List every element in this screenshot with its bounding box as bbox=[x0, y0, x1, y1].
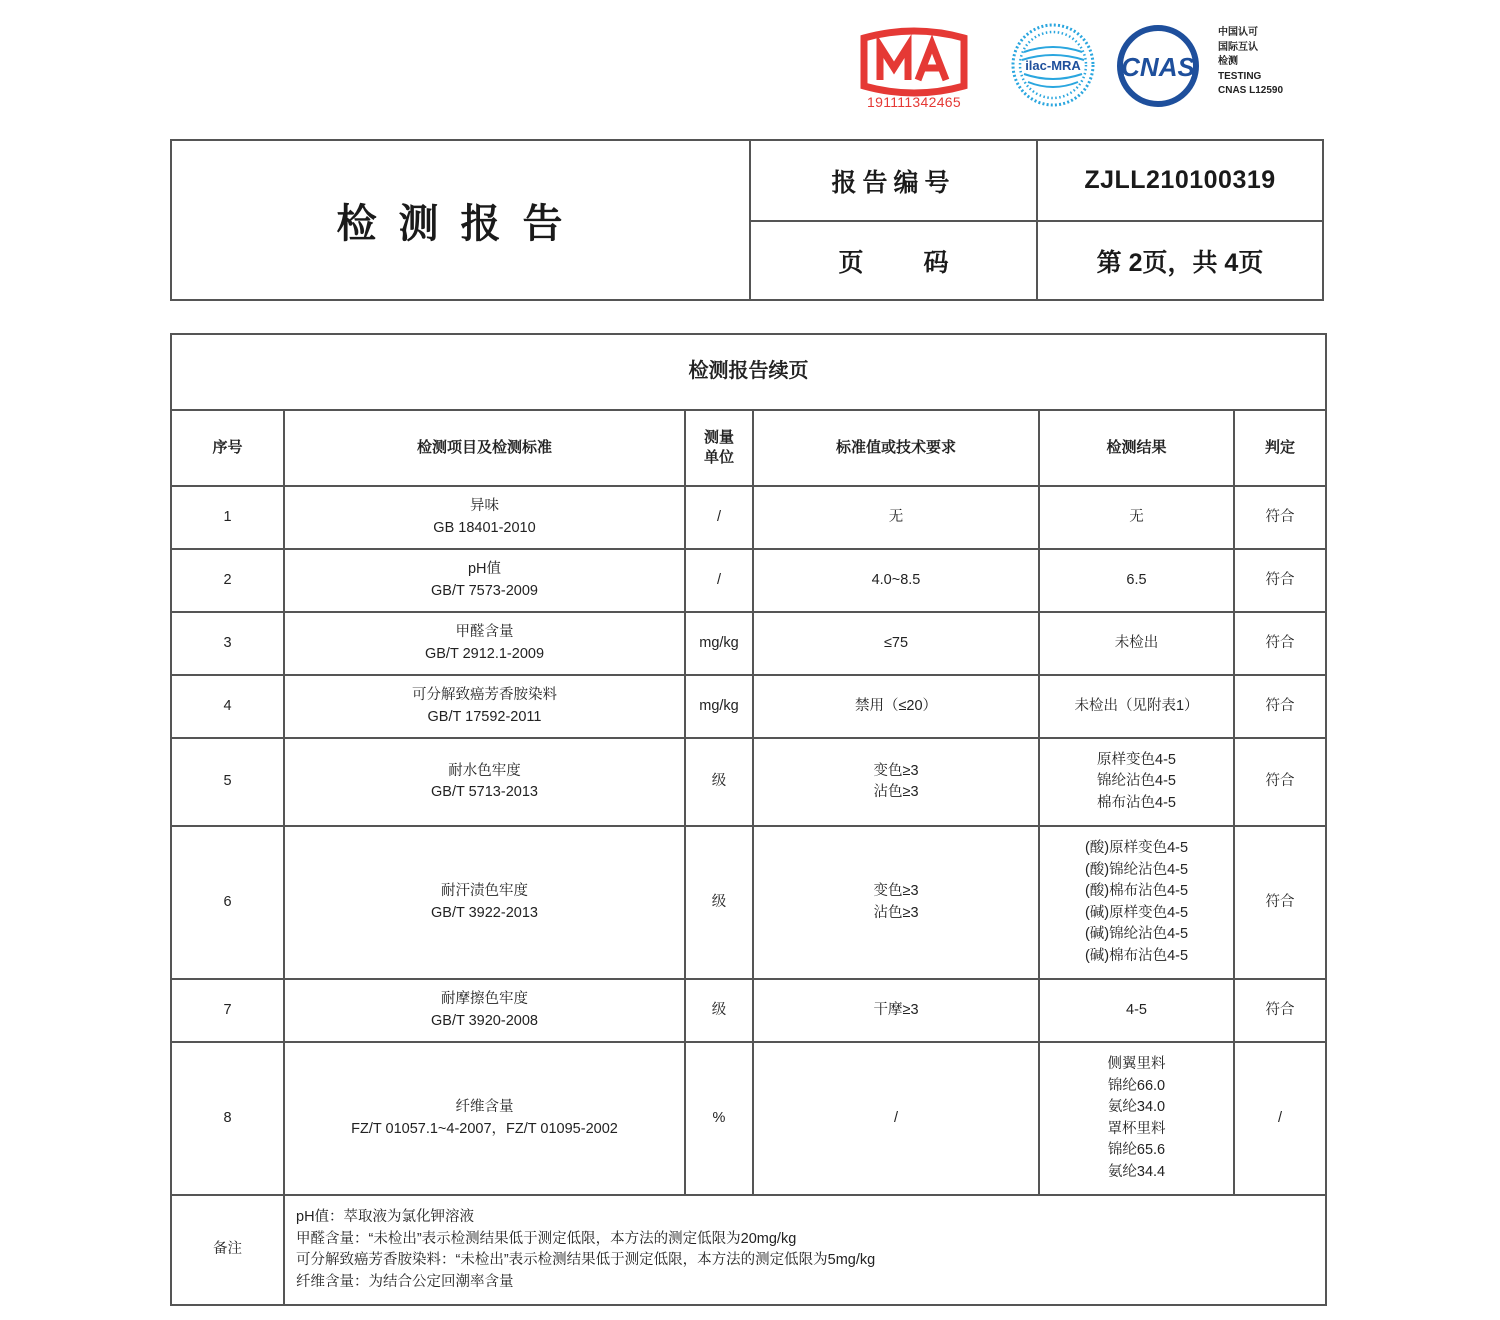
test-item-line: 耐摩擦色牢度 bbox=[441, 991, 528, 1007]
svg-text:CNAS: CNAS bbox=[1121, 52, 1195, 82]
table-caption: 检测报告续页 bbox=[171, 334, 1326, 410]
test-item bbox=[284, 979, 685, 1042]
test-result-line: (碱)锦纶沾色4-5 bbox=[1084, 926, 1189, 942]
table-row bbox=[171, 486, 1326, 549]
test-item-line: FZ/T 01057.1~4-2007，FZ/T 01095-2002 bbox=[351, 1120, 618, 1137]
test-result-line: (碱)棉布沾色4-5 bbox=[1084, 947, 1189, 964]
column-header-standard: 标准值或技术要求 bbox=[753, 410, 1039, 486]
table-row bbox=[171, 549, 1326, 612]
cnas-caption-line: 国际互认 bbox=[1218, 41, 1258, 53]
test-result-line: 原样变色4-5 bbox=[1097, 751, 1176, 768]
unit: 级 bbox=[685, 738, 753, 826]
table-row bbox=[171, 1042, 1326, 1195]
row-number: 2 bbox=[171, 549, 284, 612]
test-result-line: (碱)原样变色4-5 bbox=[1084, 904, 1189, 921]
test-result-line: 锦纶65.6 bbox=[1107, 1142, 1166, 1158]
row-number: 1 bbox=[171, 486, 284, 549]
standard-requirement bbox=[753, 612, 1039, 675]
standard-requirement-line: 沾色≥3 bbox=[873, 904, 919, 921]
notes-line: 纤维含量：为结合公定回潮率含量 bbox=[296, 1273, 514, 1290]
test-result-line: 氨纶34.4 bbox=[1107, 1163, 1166, 1180]
standard-requirement-line: 4.0~8.5 bbox=[871, 571, 921, 588]
test-result bbox=[1039, 738, 1234, 826]
verdict: 符合 bbox=[1234, 738, 1326, 826]
table-header-row bbox=[171, 410, 1326, 486]
test-item-line: 耐水色牢度 bbox=[448, 762, 521, 779]
notes bbox=[284, 1195, 1326, 1305]
cnas-caption-line: TESTING bbox=[1218, 70, 1262, 82]
report-title: 检测报告 bbox=[336, 201, 585, 246]
test-item bbox=[284, 826, 685, 979]
ilac-mra-logo-icon bbox=[1010, 22, 1096, 108]
row-number: 8 bbox=[171, 1042, 284, 1195]
verdict: 符合 bbox=[1234, 549, 1326, 612]
test-result bbox=[1039, 675, 1234, 738]
row-number: 3 bbox=[171, 612, 284, 675]
row-number: 6 bbox=[171, 826, 284, 979]
column-header-verdict: 判定 bbox=[1234, 410, 1326, 486]
column-header-unit-line: 单位 bbox=[703, 449, 734, 466]
test-item-line: GB/T 5713-2013 bbox=[431, 784, 538, 800]
test-item-line: GB/T 3922-2013 bbox=[431, 904, 538, 921]
unit: 级 bbox=[685, 826, 753, 979]
column-header-no: 序号 bbox=[171, 410, 284, 486]
standard-requirement-line: 干摩≥3 bbox=[873, 1001, 919, 1018]
standard-requirement-line: 变色≥3 bbox=[873, 762, 919, 779]
notes-line: pH值：萃取液为氯化钾溶液 bbox=[296, 1209, 475, 1225]
test-result-line: (酸)锦纶沾色4-5 bbox=[1084, 861, 1189, 878]
table-row bbox=[171, 979, 1326, 1042]
verdict: / bbox=[1234, 1042, 1326, 1195]
standard-requirement-line: 沾色≥3 bbox=[873, 784, 919, 800]
test-result-line: 氨纶34.0 bbox=[1107, 1099, 1166, 1115]
report-header bbox=[170, 139, 1324, 301]
table-row bbox=[171, 826, 1326, 979]
column-header-unit-line: 测量 bbox=[703, 429, 734, 446]
test-item-line: GB/T 3920-2008 bbox=[431, 1012, 538, 1029]
test-result-line: (酸)棉布沾色4-5 bbox=[1084, 883, 1189, 899]
test-item bbox=[284, 675, 685, 738]
test-item bbox=[284, 549, 685, 612]
test-item-line: GB 18401-2010 bbox=[433, 519, 536, 536]
test-item-line: pH值 bbox=[467, 561, 502, 577]
page-value: 第 2页，共 4页 bbox=[1096, 248, 1264, 277]
table-row bbox=[171, 738, 1326, 826]
standard-requirement bbox=[753, 549, 1039, 612]
standard-requirement bbox=[753, 738, 1039, 826]
row-number: 5 bbox=[171, 738, 284, 826]
standard-requirement bbox=[753, 675, 1039, 738]
cnas-caption-line: 中国认可 bbox=[1218, 27, 1258, 38]
notes-row bbox=[171, 1195, 1326, 1305]
test-item-line: 异味 bbox=[470, 498, 499, 514]
column-header-item: 检测项目及检测标准 bbox=[284, 410, 685, 486]
test-result bbox=[1039, 979, 1234, 1042]
test-item bbox=[284, 738, 685, 826]
verdict: 符合 bbox=[1234, 826, 1326, 979]
unit: / bbox=[685, 486, 753, 549]
report-number-value: ZJLL210100319 bbox=[1084, 166, 1276, 194]
column-header-unit bbox=[685, 410, 753, 486]
test-item bbox=[284, 612, 685, 675]
test-result-line: 未检出（见附表1） bbox=[1074, 697, 1199, 714]
standard-requirement bbox=[753, 486, 1039, 549]
unit: 级 bbox=[685, 979, 753, 1042]
test-item-line: 纤维含量 bbox=[455, 1099, 514, 1115]
cnas-caption bbox=[1218, 26, 1283, 99]
notes-line: 甲醛含量：“未检出”表示检测结果低于测定低限，本方法的测定低限为20mg/kg bbox=[296, 1230, 797, 1247]
cnas-caption-line: CNAS L12590 bbox=[1218, 85, 1284, 97]
test-result-line: 罩杯里料 bbox=[1107, 1120, 1166, 1137]
test-result-line: 锦纶沾色4-5 bbox=[1097, 773, 1176, 790]
report-number-label: 报告编号 bbox=[831, 168, 956, 197]
test-item-line: GB/T 7573-2009 bbox=[431, 582, 538, 599]
column-header-result: 检测结果 bbox=[1039, 410, 1234, 486]
unit: / bbox=[685, 549, 753, 612]
test-result-line: 侧翼里料 bbox=[1107, 1056, 1166, 1072]
test-item-line: GB/T 17592-2011 bbox=[427, 708, 542, 725]
svg-text:ilac-MRA: ilac-MRA bbox=[1025, 58, 1081, 73]
cnas-logo-icon bbox=[1108, 24, 1208, 108]
test-item-line: 甲醛含量 bbox=[455, 624, 514, 640]
standard-requirement bbox=[753, 979, 1039, 1042]
test-result-line: 无 bbox=[1129, 508, 1144, 525]
standard-requirement bbox=[753, 826, 1039, 979]
test-result-line: 6.5 bbox=[1126, 571, 1147, 588]
verdict: 符合 bbox=[1234, 612, 1326, 675]
test-item-line: 耐汗渍色牢度 bbox=[441, 883, 528, 899]
standard-requirement-line: 变色≥3 bbox=[873, 883, 919, 899]
verdict: 符合 bbox=[1234, 675, 1326, 738]
test-item bbox=[284, 1042, 685, 1195]
cma-number: 191111342465 bbox=[867, 94, 961, 110]
unit: mg/kg bbox=[685, 612, 753, 675]
test-results-table bbox=[170, 333, 1327, 1306]
unit: % bbox=[685, 1042, 753, 1195]
standard-requirement-line: 禁用（≤20） bbox=[854, 697, 938, 714]
test-item bbox=[284, 486, 685, 549]
standard-requirement-line: ≤75 bbox=[883, 634, 909, 651]
accreditation-logos bbox=[850, 18, 1310, 118]
test-result bbox=[1039, 1042, 1234, 1195]
verdict: 符合 bbox=[1234, 486, 1326, 549]
test-result bbox=[1039, 486, 1234, 549]
test-result-line: 4-5 bbox=[1126, 1001, 1147, 1018]
table-row bbox=[171, 612, 1326, 675]
row-number: 7 bbox=[171, 979, 284, 1042]
cnas-caption-line: 检测 bbox=[1218, 56, 1238, 68]
row-number: 4 bbox=[171, 675, 284, 738]
test-result bbox=[1039, 826, 1234, 979]
test-result-line: 棉布沾色4-5 bbox=[1097, 794, 1176, 811]
standard-requirement bbox=[753, 1042, 1039, 1195]
test-result-line: 锦纶66.0 bbox=[1107, 1077, 1166, 1094]
notes-label: 备注 bbox=[171, 1195, 284, 1305]
unit: mg/kg bbox=[685, 675, 753, 738]
table-row bbox=[171, 675, 1326, 738]
test-result bbox=[1039, 549, 1234, 612]
test-result bbox=[1039, 612, 1234, 675]
test-item-line: 可分解致癌芳香胺染料 bbox=[412, 687, 557, 703]
test-item-line: GB/T 2912.1-2009 bbox=[424, 645, 545, 662]
standard-requirement-line: 无 bbox=[888, 508, 904, 525]
standard-requirement-line: / bbox=[893, 1109, 899, 1126]
verdict: 符合 bbox=[1234, 979, 1326, 1042]
test-result-line: (酸)原样变色4-5 bbox=[1084, 840, 1189, 856]
test-result-line: 未检出 bbox=[1114, 634, 1159, 651]
page-label: 页码 bbox=[838, 248, 1009, 277]
notes-line: 可分解致癌芳香胺染料：“未检出”表示检测结果低于测定低限，本方法的测定低限为5mg/kg bbox=[296, 1252, 876, 1268]
